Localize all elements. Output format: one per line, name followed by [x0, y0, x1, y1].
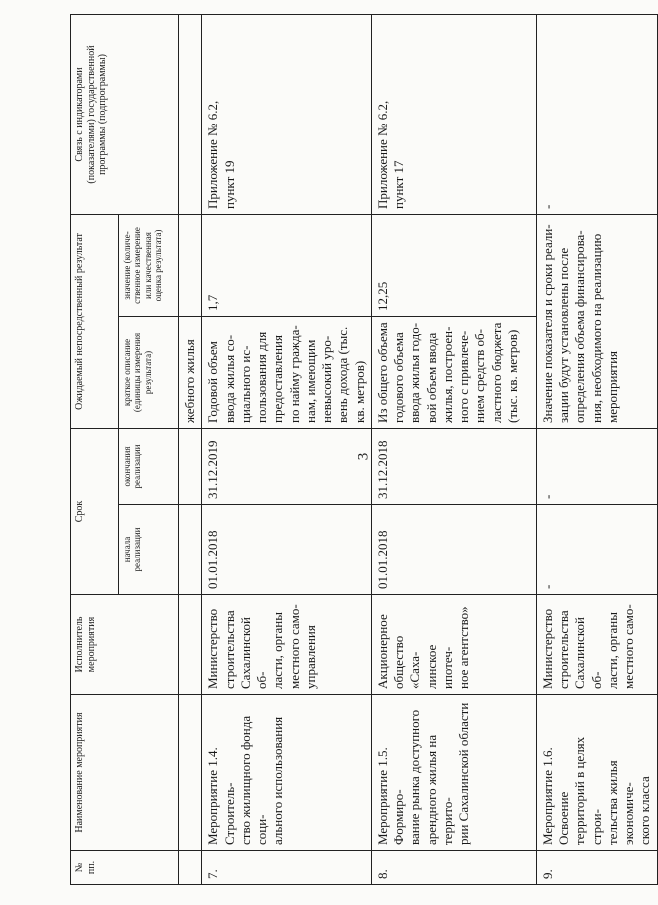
row-executor: Министерство строительства Сахалинской об- ласти, органы местного само- управления: [202, 595, 372, 695]
carry-cell-name: [179, 695, 202, 851]
row-end: 31.12.2018: [371, 429, 536, 505]
row-start: 01.01.2018: [202, 505, 372, 595]
carry-cell-executor: [179, 595, 202, 695]
table-row-7: [202, 14, 372, 884]
row-start: 01.01.2018: [371, 505, 536, 595]
header-term-start: начала реализации: [119, 505, 179, 595]
header-result: Ожидаемый непосредственный результат: [71, 214, 119, 428]
header-term: Срок: [71, 429, 119, 595]
row-link: -: [536, 14, 657, 214]
row-executor: Министерство строительства Сахалинской об- ласти, органы местного само-: [536, 595, 657, 695]
row-num: 7.: [202, 851, 372, 885]
header-result-desc: краткое описание (единицы измерения результата): [119, 317, 179, 429]
row-desc: Из общего объема годового объема ввода жилья годо- вой объем ввода жилья, построен- ного с привлече- нием средств об- ластного бюджета (тыс. кв. метров): [371, 317, 536, 429]
row-end: -: [536, 429, 657, 505]
row-name: Мероприятие 1.4. Строитель- ство жилищного фонда соци- ального использования: [202, 695, 372, 851]
carry-cell-desc: жебного жилья: [179, 317, 202, 429]
row-desc: Годовой объем ввода жилья со- циального ис- пользования для предоставления по найму гражда- нам, имеющим невысокий уро- вень дохода (тыс. кв. метров): [202, 317, 372, 429]
row-num: 8.: [371, 851, 536, 885]
carry-cell-value: [179, 214, 202, 316]
header-result-value: значение (количе- ственное измерение или качественная оценка результата): [119, 214, 179, 316]
page-number: 3: [355, 452, 372, 461]
row-start: -: [536, 505, 657, 595]
row-name: Мероприятие 1.5. Формиро- вание рынка доступного арендного жилья на террито- рии Сахалинской области: [371, 695, 536, 851]
row-name: Мероприятие 1.6. Освоение территорий в целях строи- тельства жилья экономиче- ского класса: [536, 695, 657, 851]
rotated-table-container: [70, 15, 653, 885]
carry-over-row: [179, 14, 202, 884]
row-executor: Акционерное общество «Саха- линское ипотеч- ное агентство»: [371, 595, 536, 695]
header-term-end: окончания реализации: [119, 429, 179, 505]
row-end: 31.12.2019: [202, 429, 372, 505]
table-row-9: [536, 14, 657, 884]
carry-cell-num: [179, 851, 202, 885]
header-link: Связь с индикаторами (показателями) государственной программы (подпрограммы): [71, 14, 179, 214]
header-row-1: [71, 14, 119, 884]
carry-cell-link: [179, 14, 202, 214]
row-value: 12,25: [371, 214, 536, 316]
carry-cell-end: [179, 429, 202, 505]
header-num: № пп.: [71, 851, 179, 885]
row-num: 9.: [536, 851, 657, 885]
row-value: 1,7: [202, 214, 372, 316]
carry-cell-start: [179, 505, 202, 595]
events-table: [70, 14, 658, 885]
table-row-8: [371, 14, 536, 884]
header-name: Наименование мероприятия: [71, 695, 179, 851]
header-executor: Исполнитель мероприятия: [71, 595, 179, 695]
row-merged-note: Значение показателя и сроки реали- зации будут установлены после определения объема финансирова- ния, необходимого на реализацию мероприятия: [536, 214, 657, 428]
row-link: Приложение № 6.2, пункт 19: [202, 14, 372, 214]
row-link: Приложение № 6.2, пункт 17: [371, 14, 536, 214]
